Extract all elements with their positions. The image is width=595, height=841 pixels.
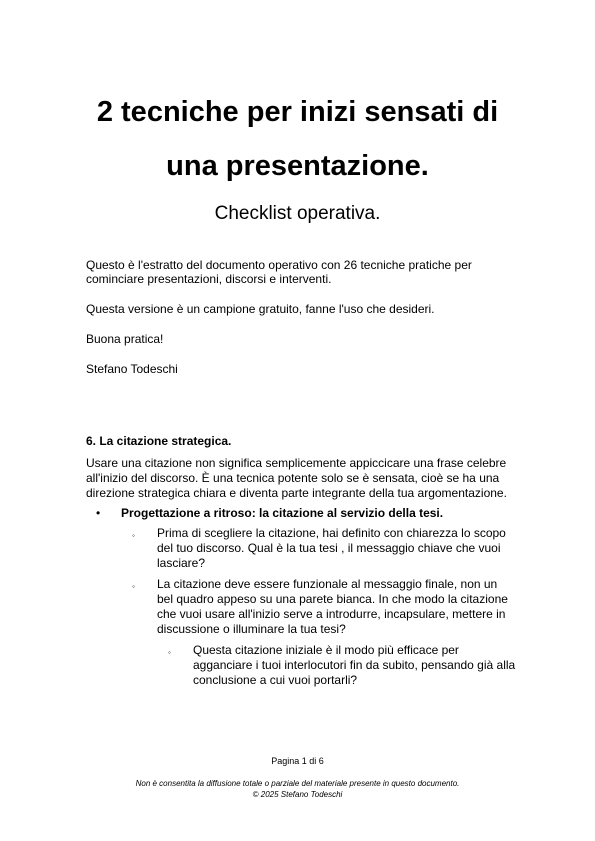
intro-author: Stefano Todeschi	[86, 362, 178, 376]
intro-paragraph-3: Buona pratica!	[86, 332, 164, 346]
section-paragraph: Usare una citazione non significa semplicemente appiccicare una frase celebre all'inizio del discorso. È una tecnica potente solo se è sensata, cioè se ha una direzione strategica chiara e diventa parte integrante della tua argomentazione.	[86, 456, 507, 500]
title-line-1: 2 tecniche per inizi sensati di	[96, 96, 499, 128]
section-heading: 6. La citazione strategica.	[86, 434, 232, 448]
intro-paragraph-2: Questa versione è un campione gratuito, fanne l'uso che desideri.	[86, 302, 435, 316]
list-item-text: Prima di scegliere la citazione, hai definito con chiarezza lo scopo del tuo discorso. Qual è la tua tesi , il messaggio chiave che vuoi lasciare?	[157, 526, 506, 570]
list-item-text: Questa citazione iniziale è il modo più efficace per agganciare i tuoi interlocutori fin da subito, pensando già alla conclusione a cui vuoi portarli?	[193, 643, 516, 687]
document-title	[20, 85, 575, 193]
document-subtitle: Checklist operativa.	[214, 203, 381, 224]
hollow-bullet-icon: ◦	[132, 531, 135, 540]
bullet-icon: •	[96, 506, 101, 520]
page-number: Pagina 1 di 6	[271, 756, 324, 766]
section-citazione	[86, 434, 516, 688]
footer-notice: Non è consentita la diffusione totale o parziale del materiale presente in questo documento.	[135, 779, 460, 788]
intro-block	[86, 258, 496, 392]
list-item-level-2	[86, 526, 516, 571]
list-item-text: La citazione deve essere funzionale al messaggio finale, non un bel quadro appeso su una parete bianca. In che modo la citazione che vuoi usare all'inizio serve a introdurre, incapsulare, mettere in discussione o illuminare la tua tesi?	[157, 577, 508, 636]
list-item-text: Progettazione a ritroso: la citazione al servizio della tesi.	[121, 506, 444, 520]
hollow-bullet-icon: ◦	[132, 582, 135, 591]
list-item-level-2	[86, 577, 516, 637]
hollow-bullet-icon: ◦	[168, 648, 171, 657]
footer-copyright: © 2025 Stefano Todeschi	[252, 790, 343, 799]
list-item-level-3	[86, 643, 516, 688]
list-item-level-1	[86, 506, 516, 521]
footer	[0, 778, 595, 800]
intro-paragraph-1: Questo è l'estratto del documento operativo con 26 tecniche pratiche per cominciare presentazioni, discorsi e interventi.	[86, 258, 472, 286]
title-line-2: una presentazione.	[166, 150, 429, 182]
